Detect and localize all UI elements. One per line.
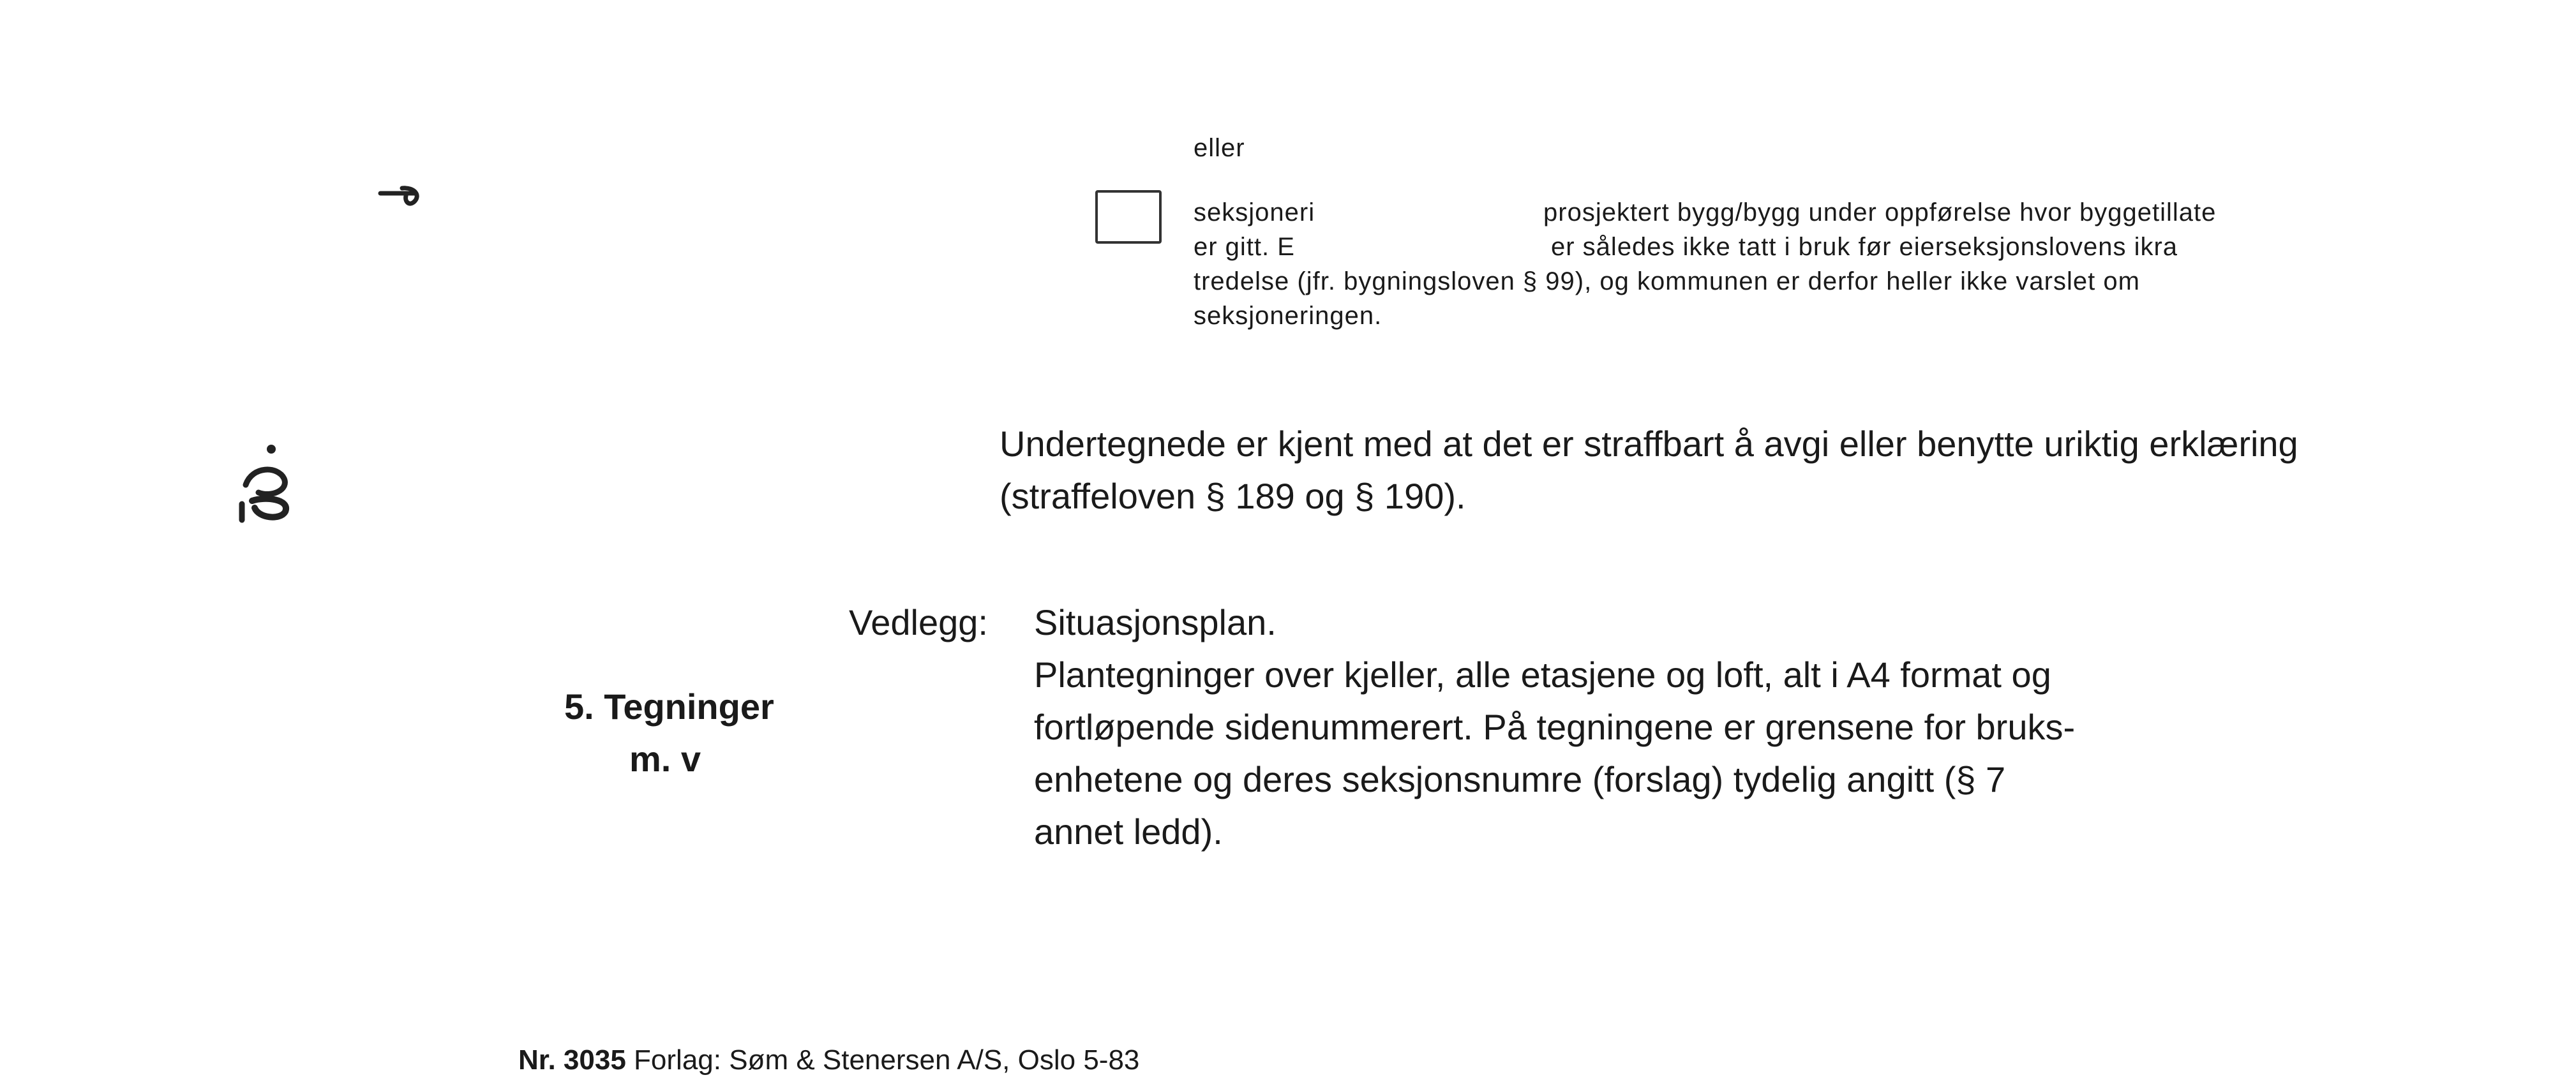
declaration-line1: Undertegnede er kjent med at det er straffbart å avgi eller benytte uriktig erklæring — [1000, 424, 2298, 464]
checkbox-text-line1b: prosjektert bygg/bygg under oppførelse hvor byggetillate — [1543, 198, 2217, 226]
vedlegg-line: Situasjonsplan. — [1034, 602, 1277, 642]
margin-hand-mark — [377, 182, 428, 214]
option-checkbox[interactable] — [1095, 190, 1162, 244]
section-heading-sub: m. v — [629, 739, 701, 779]
footer-publisher: Forlag: Søm & Stenersen A/S, Oslo 5-83 — [634, 1044, 1140, 1076]
margin-handwritten-number — [233, 440, 303, 523]
section-heading: 5. Tegninger — [564, 686, 774, 727]
checkbox-text-line1a: seksjoneri — [1194, 198, 1315, 226]
checkbox-text-line4: seksjoneringen. — [1194, 302, 1382, 330]
checkbox-text-line3: tredelse (jfr. bygningsloven § 99), og kommunen er derfor heller ikke varslet om — [1194, 267, 2140, 295]
footer — [518, 1041, 1139, 1079]
vedlegg-label: Vedlegg: — [849, 602, 988, 642]
vedlegg-line: annet ledd). — [1034, 812, 1223, 852]
vedlegg-line: Plantegninger over kjeller, alle etasjene og loft, alt i A4 format og — [1034, 655, 2051, 695]
vedlegg-line: enhetene og deres seksjonsnumre (forslag) tydelig angitt (§ 7 — [1034, 759, 2006, 799]
checkbox-text-line2b: er således ikke tatt i bruk før eierseksjonslovens ikra — [1551, 233, 2178, 261]
declaration-line2: (straffeloven § 189 og § 190). — [1000, 476, 1466, 516]
vedlegg-line: fortløpende sidenummerert. På tegningene er grensene for bruks- — [1034, 707, 2076, 747]
footer-form-number: Nr. 3035 — [518, 1044, 626, 1076]
checkbox-text-line2a: er gitt. E — [1194, 233, 1295, 261]
eller-label: eller — [1194, 134, 1245, 162]
